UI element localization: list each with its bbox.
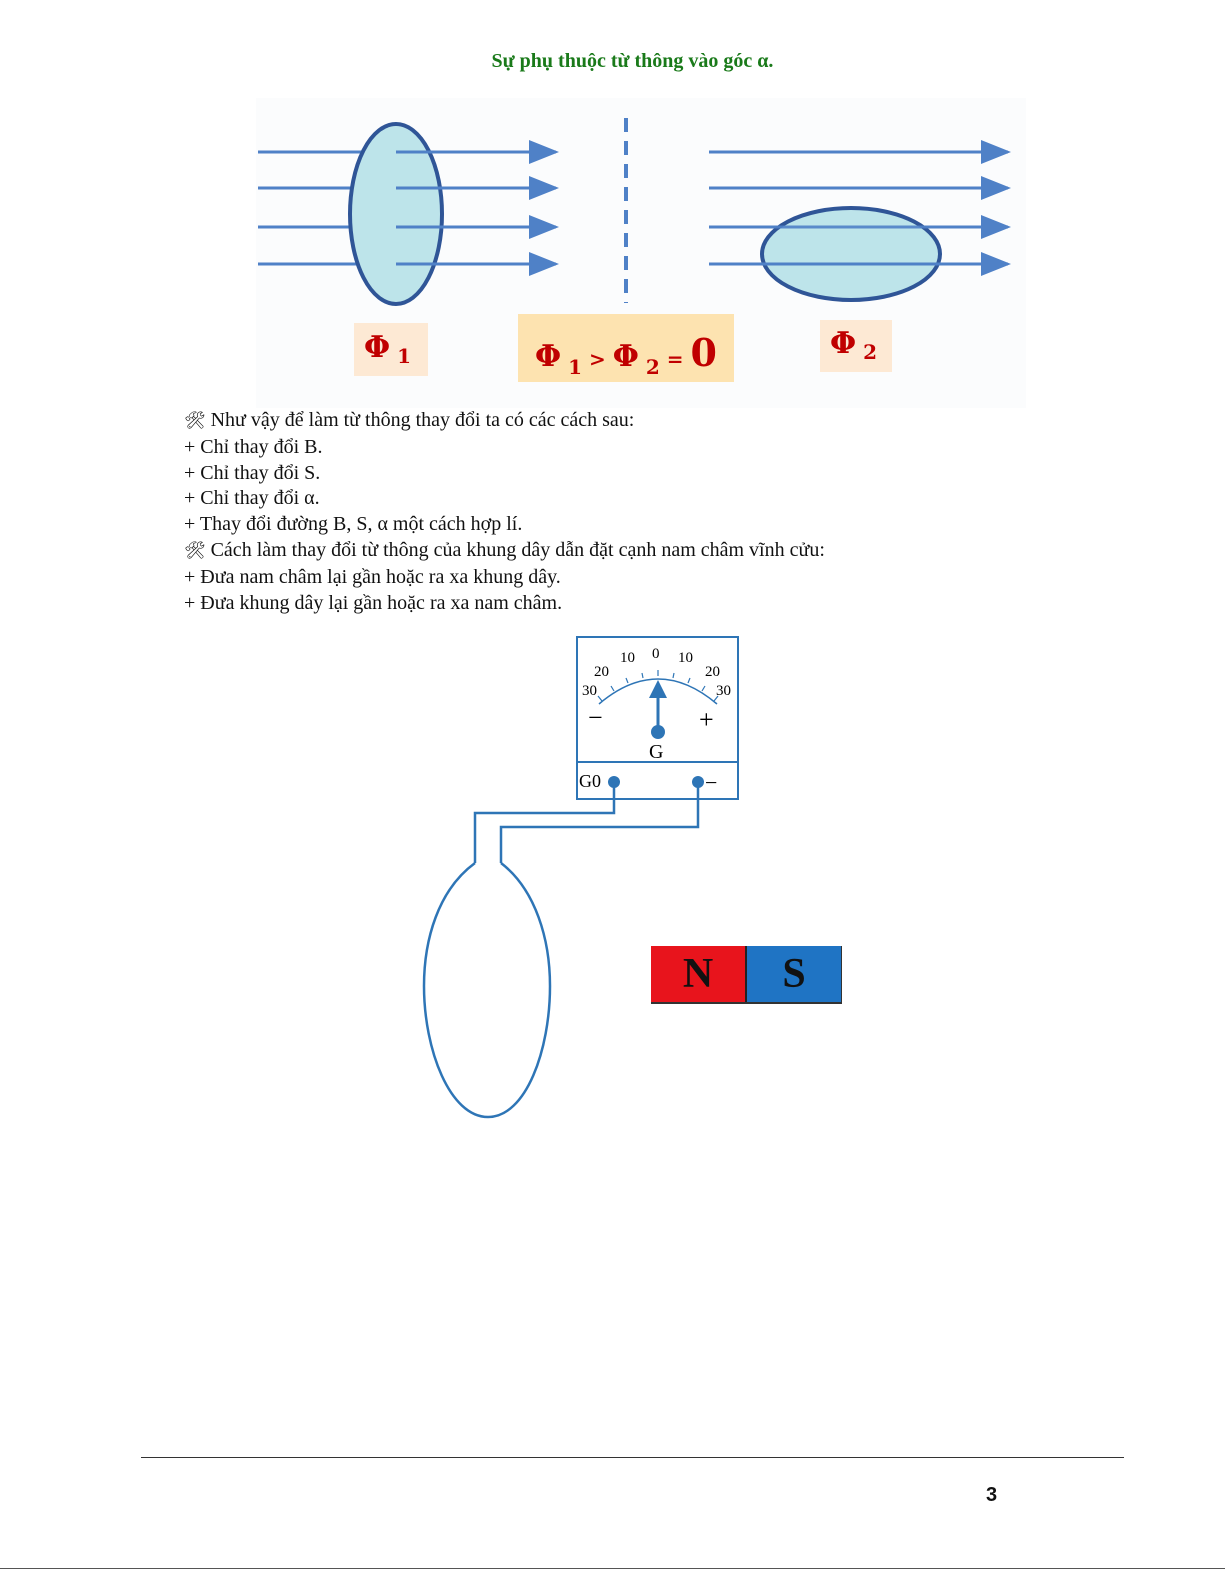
text-line: + Chỉ thay đổi B. — [184, 435, 323, 458]
phi-comparison-label: Φ 1 > Φ 2 = 0 — [518, 314, 734, 382]
loop-parallel — [762, 208, 940, 300]
minus-sign: − — [588, 703, 603, 732]
magnet-north-pole: N — [651, 946, 747, 1002]
plus-sign: + — [699, 705, 714, 734]
scale-label-left-20: 20 — [594, 664, 609, 680]
body-text — [184, 408, 825, 616]
text-line: 🛠 Như vậy để làm từ thông thay đổi ta có các cách sau: — [184, 409, 635, 431]
text-line: + Đưa nam châm lại gần hoặc ra xa khung dây. — [184, 565, 561, 588]
needle-pivot — [651, 725, 665, 739]
terminal-left-label: G0 — [579, 771, 601, 791]
scale-label-right-30: 30 — [716, 683, 731, 699]
text-line: + Chỉ thay đổi S. — [184, 461, 321, 484]
text-line: + Đưa khung dây lại gần hoặc ra xa nam châm. — [184, 591, 563, 614]
phi2-label: Φ 2 — [820, 320, 892, 372]
text-line: 🛠 Cách làm thay đổi từ thông của khung dây dẫn đặt cạnh nam châm vĩnh cửu: — [184, 538, 825, 561]
tools-icon: 🛠 — [184, 540, 206, 561]
text-line: + Chỉ thay đổi α. — [184, 487, 320, 510]
bar-magnet — [651, 946, 842, 1004]
coil-loop — [424, 863, 550, 1117]
phi1-label: Φ 1 — [354, 323, 428, 376]
terminal-right-label: − — [705, 770, 718, 795]
tools-icon: 🛠 — [184, 411, 206, 431]
footer-divider — [141, 1457, 1124, 1458]
text-line: + Thay đổi đường B, S, α một cách hợp lí. — [184, 513, 523, 536]
scale-label-right-10: 10 — [678, 650, 693, 666]
magnet-south-pole: S — [747, 946, 841, 1002]
scale-label-left-10: 10 — [620, 650, 635, 666]
page-bottom-edge — [0, 1568, 1225, 1569]
scale-label-left-30: 30 — [582, 683, 597, 699]
scale-label-right-20: 20 — [705, 664, 720, 680]
page-title: Sự phụ thuộc từ thông vào góc α. — [491, 50, 774, 72]
galvanometer-label: G — [649, 741, 664, 763]
galvanometer-coil-figure — [418, 630, 758, 1125]
scale-label-zero: 0 — [652, 646, 660, 662]
page-number: 3 — [986, 1484, 998, 1506]
